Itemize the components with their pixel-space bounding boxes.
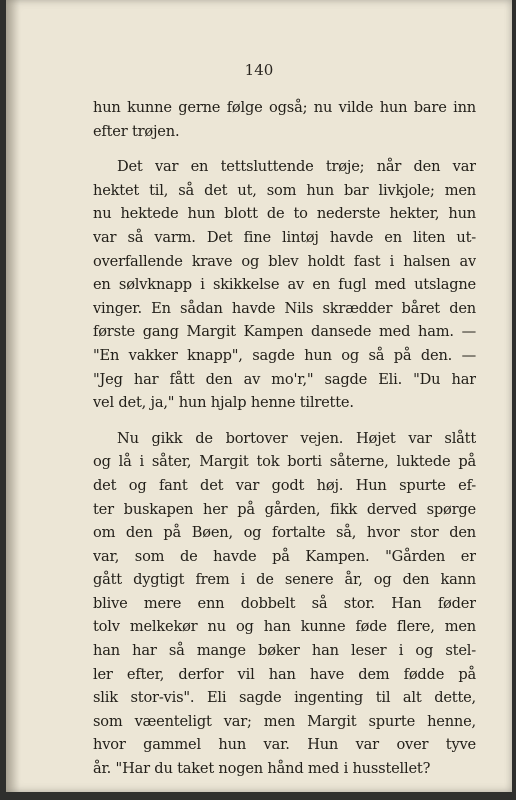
text-line: Det var en tettsluttende trøje; når den var — [117, 158, 476, 176]
text-line: om den på Bøen, og fortalte så, hvor stor den — [93, 524, 476, 542]
paragraph — [93, 96, 476, 143]
text-line: ter buskapen her på gården, fikk derved spørge — [93, 500, 476, 518]
text-line: overfallende krave og blev holdt fast i halsen av — [93, 252, 476, 270]
text-line: ler efter, derfor vil han have dem fødde på — [93, 665, 476, 683]
book-page — [6, 0, 512, 792]
text-line: tolv melkekør nu og han kunne føde flere, men — [93, 618, 476, 636]
paragraph-gap — [93, 143, 476, 155]
text-line: år. "Har du taket nogen hånd med i husstellet? — [93, 760, 431, 778]
body-text — [93, 96, 476, 781]
text-line: nu hektede hun blott de to nederste hekter, hun — [93, 205, 476, 223]
text-line: "Jeg har fått den av mo'r," sagde Eli. "Du har — [93, 370, 476, 388]
text-line: gått dygtigt frem i de senere år, og den kann — [93, 571, 476, 589]
text-line: det og fant det var godt høj. Hun spurte ef- — [93, 476, 476, 494]
paragraph-gap — [93, 415, 476, 427]
text-line: vel det, ja," hun hjalp henne tilrette. — [93, 394, 354, 412]
page-gutter-shadow — [6, 0, 20, 792]
paragraph — [93, 427, 476, 781]
text-line: hun kunne gerne følge også; nu vilde hun bare inn — [93, 99, 476, 116]
text-line: var, som de havde på Kampen. "Gården er — [93, 547, 476, 565]
text-line: var så varm. Det fine lintøj havde en liten ut- — [93, 228, 476, 246]
text-line: første gang Margit Kampen dansede med ham. — — [93, 323, 476, 341]
text-line: Nu gikk de bortover vejen. Højet var slått — [117, 429, 476, 447]
text-line: efter trøjen. — [93, 122, 180, 140]
text-line: han har så mange bøker han leser i og stel- — [93, 642, 476, 660]
page-number: 140 — [244, 61, 274, 79]
text-line: som væenteligt var; men Margit spurte henne, — [93, 712, 476, 730]
paragraph — [93, 155, 476, 415]
text-line: "En vakker knapp", sagde hun og så på den. — — [93, 346, 476, 364]
text-line: vinger. En sådan havde Nils skrædder båret den — [93, 299, 476, 317]
text-line: og lå i såter, Margit tok borti såterne, luktede på — [93, 453, 476, 471]
text-line: en sølvknapp i skikkelse av en fugl med utslagne — [93, 276, 476, 294]
text-line: blive mere enn dobbelt så stor. Han føder — [93, 594, 476, 612]
text-line: slik stor-vis". Eli sagde ingenting til alt dette, — [93, 689, 476, 707]
text-line: hektet til, så det ut, som hun bar livkjole; men — [93, 181, 476, 199]
text-line: hvor gammel hun var. Hun var over tyve — [93, 736, 476, 754]
